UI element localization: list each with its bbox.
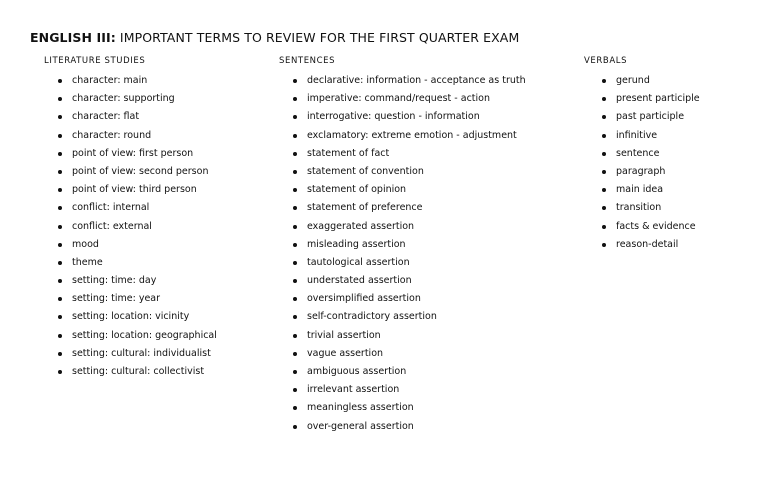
bullet-icon xyxy=(293,152,297,156)
list-item-text: statement of preference xyxy=(307,202,423,214)
bullet-icon xyxy=(293,388,297,392)
list-item xyxy=(584,218,754,236)
bullet-icon xyxy=(602,134,606,138)
list-item xyxy=(44,345,264,363)
bullet-icon xyxy=(58,170,62,174)
title-text: IMPORTANT TERMS TO REVIEW FOR THE FIRST QUARTER EXAM xyxy=(115,30,520,45)
list-item xyxy=(44,163,264,181)
bullet-icon xyxy=(602,170,606,174)
bullet-icon xyxy=(293,79,297,83)
sentences-column xyxy=(279,55,569,436)
bullet-icon xyxy=(293,261,297,265)
list-item xyxy=(584,163,754,181)
title-subject: ENGLISH III: xyxy=(30,30,116,45)
list-item-text: exaggerated assertion xyxy=(307,220,415,232)
bullet-icon xyxy=(293,206,297,210)
bullet-icon xyxy=(58,115,62,119)
document-title xyxy=(30,30,519,45)
bullet-icon xyxy=(58,152,62,156)
list-item-text: meaningless assertion xyxy=(307,402,414,414)
list-item-text: past participle xyxy=(616,111,685,123)
bullet-icon xyxy=(293,134,297,138)
bullet-icon xyxy=(293,370,297,374)
list-item xyxy=(279,199,569,217)
bullet-icon xyxy=(602,188,606,192)
list-item-text: setting: cultural: individualist xyxy=(72,347,211,359)
bullet-icon xyxy=(293,334,297,338)
bullet-icon xyxy=(293,279,297,283)
list-item-text: main idea xyxy=(616,184,664,196)
list-item xyxy=(44,181,264,199)
list-item xyxy=(44,127,264,145)
list-item-text: misleading assertion xyxy=(307,238,406,250)
list-item xyxy=(279,290,569,308)
list-item-text: transition xyxy=(616,202,662,214)
list-item-text: statement of convention xyxy=(307,165,424,177)
list-item xyxy=(279,327,569,345)
bullet-icon xyxy=(58,370,62,374)
list-item-text: understated assertion xyxy=(307,275,412,287)
list-item xyxy=(44,108,264,126)
list-item xyxy=(279,272,569,290)
list-item xyxy=(279,399,569,417)
list-item xyxy=(584,127,754,145)
term-list xyxy=(584,72,754,254)
list-item xyxy=(44,90,264,108)
list-item xyxy=(279,363,569,381)
list-item-text: irrelevant assertion xyxy=(307,384,400,396)
list-item-text: imperative: command/request - action xyxy=(307,93,490,105)
bullet-icon xyxy=(58,79,62,83)
list-item-text: reason-detail xyxy=(616,238,679,250)
bullet-icon xyxy=(58,297,62,301)
list-item-text: setting: time: year xyxy=(72,293,161,305)
bullet-icon xyxy=(58,97,62,101)
bullet-icon xyxy=(293,170,297,174)
column-heading: VERBALS xyxy=(584,56,628,66)
list-item-text: setting: time: day xyxy=(72,275,157,287)
list-item xyxy=(44,327,264,345)
column-heading: LITERATURE STUDIES xyxy=(44,56,146,66)
list-item-text: setting: cultural: collectivist xyxy=(72,366,205,377)
list-item xyxy=(584,108,754,126)
list-item-text: exclamatory: extreme emotion - adjustment xyxy=(307,129,517,141)
list-item xyxy=(584,145,754,163)
list-item xyxy=(279,127,569,145)
list-item-text: statement of opinion xyxy=(307,184,407,196)
list-item xyxy=(584,181,754,199)
list-item xyxy=(584,72,754,90)
list-item xyxy=(44,145,264,163)
verbals-column xyxy=(584,55,754,254)
list-item xyxy=(279,236,569,254)
list-item xyxy=(279,308,569,326)
bullet-icon xyxy=(58,206,62,210)
bullet-icon xyxy=(602,206,606,210)
list-item-text: paragraph xyxy=(616,165,666,177)
list-item-text: point of view: second person xyxy=(72,165,209,177)
list-item xyxy=(44,199,264,217)
list-item-text: oversimplified assertion xyxy=(307,293,421,305)
list-item xyxy=(279,345,569,363)
bullet-icon xyxy=(602,79,606,83)
literature-studies-column xyxy=(44,55,264,381)
list-item-text: point of view: third person xyxy=(72,184,197,196)
list-item-text: tautological assertion xyxy=(307,256,410,268)
list-item-text: infinitive xyxy=(616,129,658,141)
bullet-icon xyxy=(293,297,297,301)
list-item-text: declarative: information - acceptance as truth xyxy=(307,75,526,86)
list-item-text: facts & evidence xyxy=(616,220,696,232)
bullet-icon xyxy=(602,115,606,119)
list-item-text: character: round xyxy=(72,129,152,141)
list-item-text: statement of fact xyxy=(307,147,390,159)
list-item-text: trivial assertion xyxy=(307,329,381,341)
list-item xyxy=(279,218,569,236)
list-item-text: character: flat xyxy=(72,111,140,123)
bullet-icon xyxy=(602,225,606,229)
list-item xyxy=(44,236,264,254)
list-item xyxy=(44,218,264,236)
list-item-text: vague assertion xyxy=(307,347,384,359)
list-item xyxy=(279,163,569,181)
bullet-icon xyxy=(58,315,62,319)
list-item xyxy=(584,199,754,217)
list-item-text: setting: location: geographical xyxy=(72,329,217,341)
list-item-text: character: supporting xyxy=(72,93,175,105)
list-item-text: conflict: external xyxy=(72,220,152,232)
bullet-icon xyxy=(58,243,62,247)
bullet-icon xyxy=(58,225,62,229)
list-item xyxy=(584,90,754,108)
list-item-text: setting: location: vicinity xyxy=(72,311,190,323)
list-item-text: conflict: internal xyxy=(72,202,150,214)
bullet-icon xyxy=(293,243,297,247)
list-item xyxy=(279,381,569,399)
list-item-text: over-general assertion xyxy=(307,420,414,432)
list-item xyxy=(279,254,569,272)
bullet-icon xyxy=(58,188,62,192)
bullet-icon xyxy=(602,243,606,247)
bullet-icon xyxy=(293,188,297,192)
bullet-icon xyxy=(58,352,62,356)
list-item-text: mood xyxy=(72,238,99,250)
bullet-icon xyxy=(293,315,297,319)
list-item xyxy=(279,72,569,90)
bullet-icon xyxy=(293,425,297,429)
list-item-text: interrogative: question - information xyxy=(307,111,480,123)
bullet-icon xyxy=(293,352,297,356)
list-item-text: self-contradictory assertion xyxy=(307,311,437,323)
bullet-icon xyxy=(602,152,606,156)
bullet-icon xyxy=(58,279,62,283)
list-item-text: point of view: first person xyxy=(72,147,194,159)
list-item xyxy=(44,272,264,290)
bullet-icon xyxy=(58,261,62,265)
bullet-icon xyxy=(293,225,297,229)
list-item xyxy=(584,236,754,254)
list-item xyxy=(44,72,264,90)
list-item-text: character: main xyxy=(72,75,148,86)
term-list xyxy=(44,72,264,381)
list-item xyxy=(279,90,569,108)
term-list xyxy=(279,72,569,436)
list-item-text: gerund xyxy=(616,75,650,86)
bullet-icon xyxy=(602,97,606,101)
bullet-icon xyxy=(58,134,62,138)
list-item xyxy=(279,145,569,163)
list-item-text: theme xyxy=(72,256,103,268)
bullet-icon xyxy=(293,97,297,101)
bullet-icon xyxy=(293,406,297,410)
bullet-icon xyxy=(293,115,297,119)
list-item xyxy=(279,181,569,199)
list-item-text: ambiguous assertion xyxy=(307,366,407,377)
list-item xyxy=(44,308,264,326)
list-item xyxy=(279,108,569,126)
column-heading: SENTENCES xyxy=(279,56,336,66)
list-item-text: present participle xyxy=(616,93,700,105)
list-item xyxy=(44,363,264,381)
bullet-icon xyxy=(58,334,62,338)
list-item xyxy=(279,418,569,436)
list-item xyxy=(44,254,264,272)
list-item-text: sentence xyxy=(616,147,660,159)
list-item xyxy=(44,290,264,308)
